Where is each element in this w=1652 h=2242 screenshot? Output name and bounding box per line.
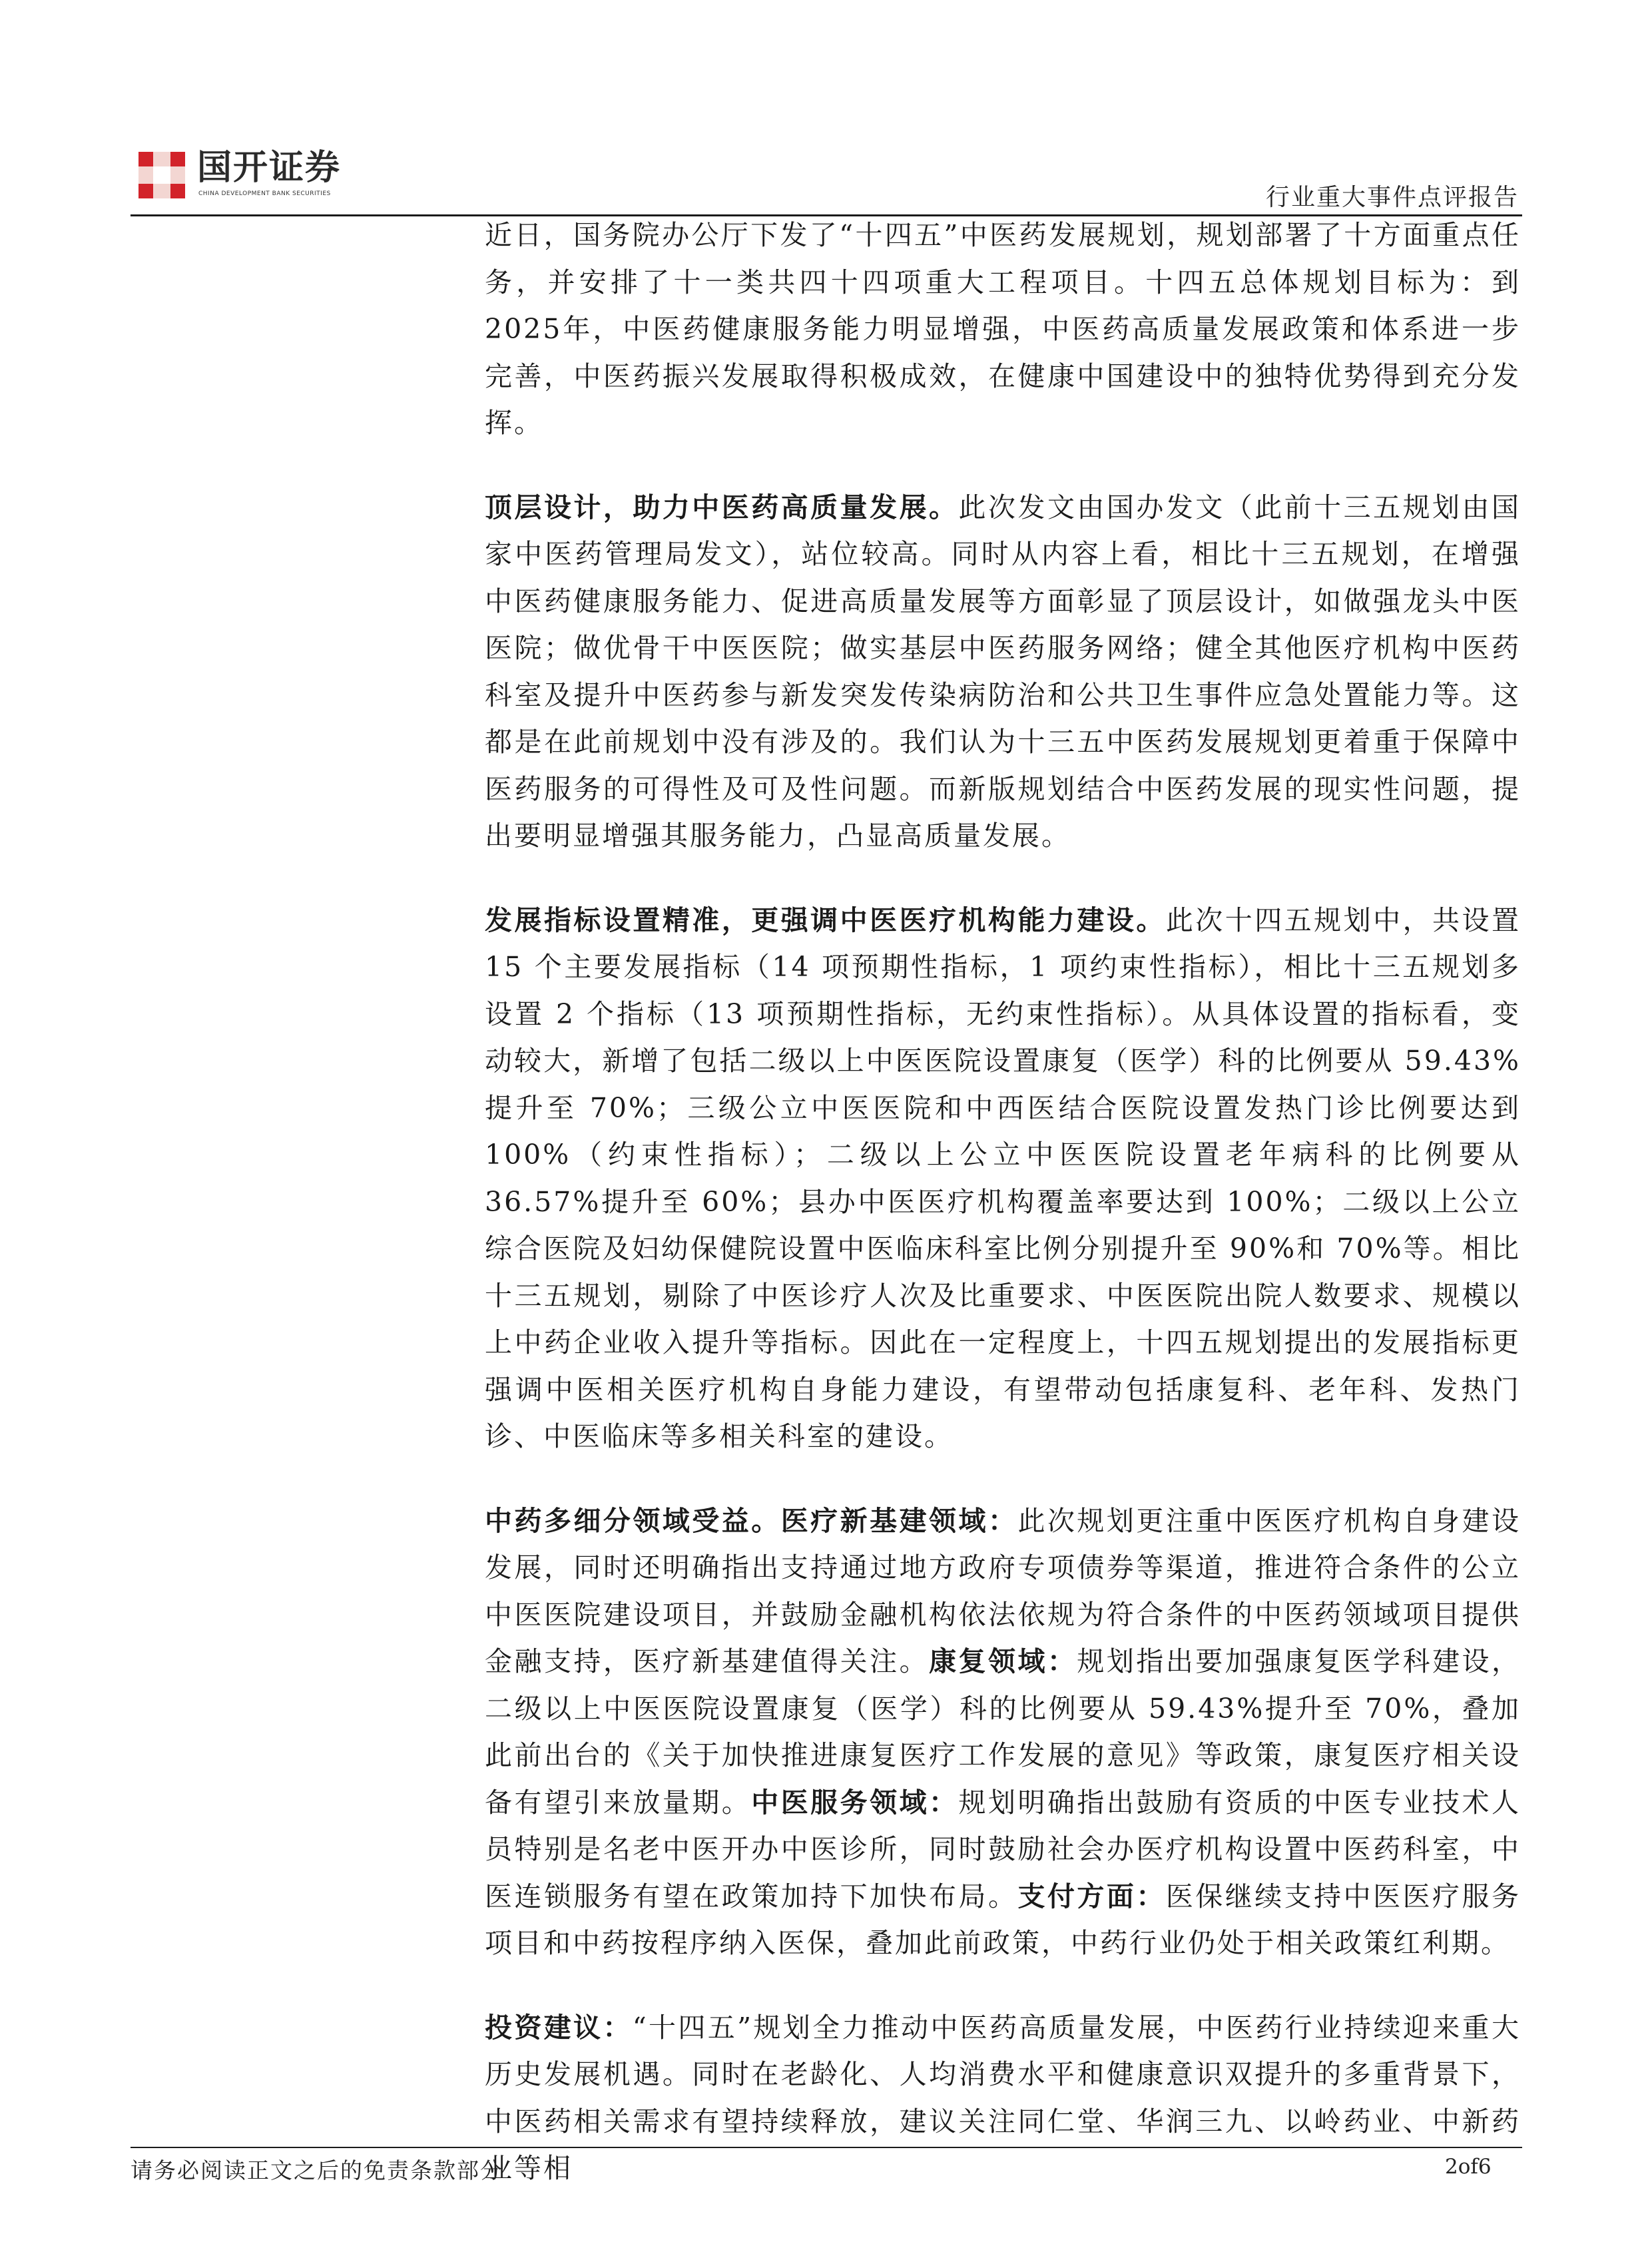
company-name: 国开证券: [197, 148, 342, 188]
paragraph-top-level-design: [485, 484, 1521, 860]
page-number: 2of6: [1445, 2155, 1492, 2179]
paragraph-indicators: [485, 897, 1521, 1460]
segment-lead-new-infrastructure: 中药多细分领域受益。医疗新基建领域：: [485, 1504, 1018, 1537]
report-body: [485, 212, 1521, 2229]
segment-text: 医保继续支持中医医疗服务项目和中药按程序纳入医保，叠加此前政策，中药行业仍处于相关政策红利期。: [485, 1880, 1521, 1959]
paragraph-beneficiary-segments: [485, 1498, 1521, 1967]
paragraph-investment-advice: [485, 2004, 1521, 2192]
paragraph-text: 近日，国务院办公厅下发了“十四五”中医药发展规划，规划部署了十方面重点任务，并安排了十一类共四十四项重大工程项目。十四五总体规划目标为：到 2025年，中医药健康服务能力明显增强，中医药高质量发展政策和体系进一步完善，中医药振兴发展取得积极成效，在健康中国建设中的独特优势得到充分发挥。: [485, 219, 1521, 439]
page-header: [0, 0, 1652, 220]
segment-text: 此次规划更注重中医医疗机构自身建设发展，同时还明确指出支持通过地方政府专项债券等渠道，推进符合条件的公立中医医院建设项目，并鼓励金融机构依法依规为符合条件的中医药领域项目提供金融支持，医疗新基建值得关注。: [485, 1504, 1521, 1677]
paragraph-text: 此次十四五规划中，共设置 15 个主要发展指标（14 项预期性指标，1 项约束性指标），相比十三五规划多设置 2 个指标（13 项预期性指标，无约束性指标）。从具体设置的指标看，变动较大，新增了包括二级以上中医医院设置康复（医学）科的比例要从 59.43%提升至 70%；三级公立中医医院和中西医结合医院设置发热门诊比例要达到 100%（约束性指标）；二级以上公立中医医院设置老年病科的比例要从 36.57%提升至 60%；县办中医医疗机构覆盖率要达到 100%；二级以上公立综合医院及妇幼保健院设置中医临床科室比例分别提升至 90%和 70%等。相比十三五规划，剔除了中医诊疗人次及比重要求、中医医院出院人数要求、规模以上中药企业收入提升等指标。因此在一定程度上，十四五规划提出的发展指标更强调中医相关医疗机构自身能力建设，有望带动包括康复科、老年科、发热门诊、中医临床等多相关科室的建设。: [485, 904, 1521, 1452]
paragraph-intro: [485, 212, 1521, 447]
paragraph-lead: 顶层设计，助力中医药高质量发展。: [485, 491, 959, 523]
paragraph-text: 此次发文由国办发文（此前十三五规划由国家中医药管理局发文），站位较高。同时从内容上看，相比十三五规划，在增强中医药健康服务能力、促进高质量发展等方面彰显了顶层设计，如做强龙头中医医院；做优骨干中医医院；做实基层中医药服务网络；健全其他医疗机构中医药科室及提升中医药参与新发突发传染病防治和公共卫生事件应急处置能力等。这都是在此前规划中没有涉及的。我们认为十三五中医药发展规划更着重于保障中医药服务的可得性及可及性问题。而新版规划结合中医药发展的现实性问题，提出要明显增强其服务能力，凸显高质量发展。: [485, 491, 1521, 852]
segment-lead-payment: 支付方面：: [1017, 1880, 1166, 1912]
segment-text: 规划明确指出鼓励有资质的中医专业技术人员特别是名老中医开办中医诊所，同时鼓励社会办医疗机构设置中医药科室，中医连锁服务有望在政策加持下加快布局。: [485, 1786, 1521, 1912]
paragraph-lead: 投资建议：: [485, 2011, 633, 2044]
segment-lead-tcm-services: 中医服务领域：: [751, 1786, 959, 1819]
company-logo-icon: [138, 152, 185, 198]
footer-disclaimer: 请务必阅读正文之后的免责条款部分: [131, 2157, 503, 2183]
company-name-en: CHINA DEVELOPMENT BANK SECURITIES: [198, 190, 331, 197]
paragraph-text: “十四五”规划全力推动中医药高质量发展，中医药行业持续迎来重大历史发展机遇。同时在老龄化、人均消费水平和健康意识双提升的多重背景下，中医药相关需求有望持续释放，建议关注同仁堂、华润三九、以岭药业、中新药业等相: [485, 2011, 1521, 2184]
report-type: 行业重大事件点评报告: [1265, 184, 1519, 211]
segment-text: 规划指出要加强康复医学科建设，二级以上中医医院设置康复（医学）科的比例要从 59.43%提升至 70%，叠加此前出台的《关于加快推进康复医疗工作发展的意见》等政策，康复医疗相关设备有望引来放量期。: [485, 1645, 1521, 1819]
footer-divider: [131, 2147, 1522, 2148]
segment-lead-rehabilitation: 康复领域：: [929, 1645, 1077, 1677]
paragraph-lead: 发展指标设置精准，更强调中医医疗机构能力建设。: [485, 904, 1166, 936]
